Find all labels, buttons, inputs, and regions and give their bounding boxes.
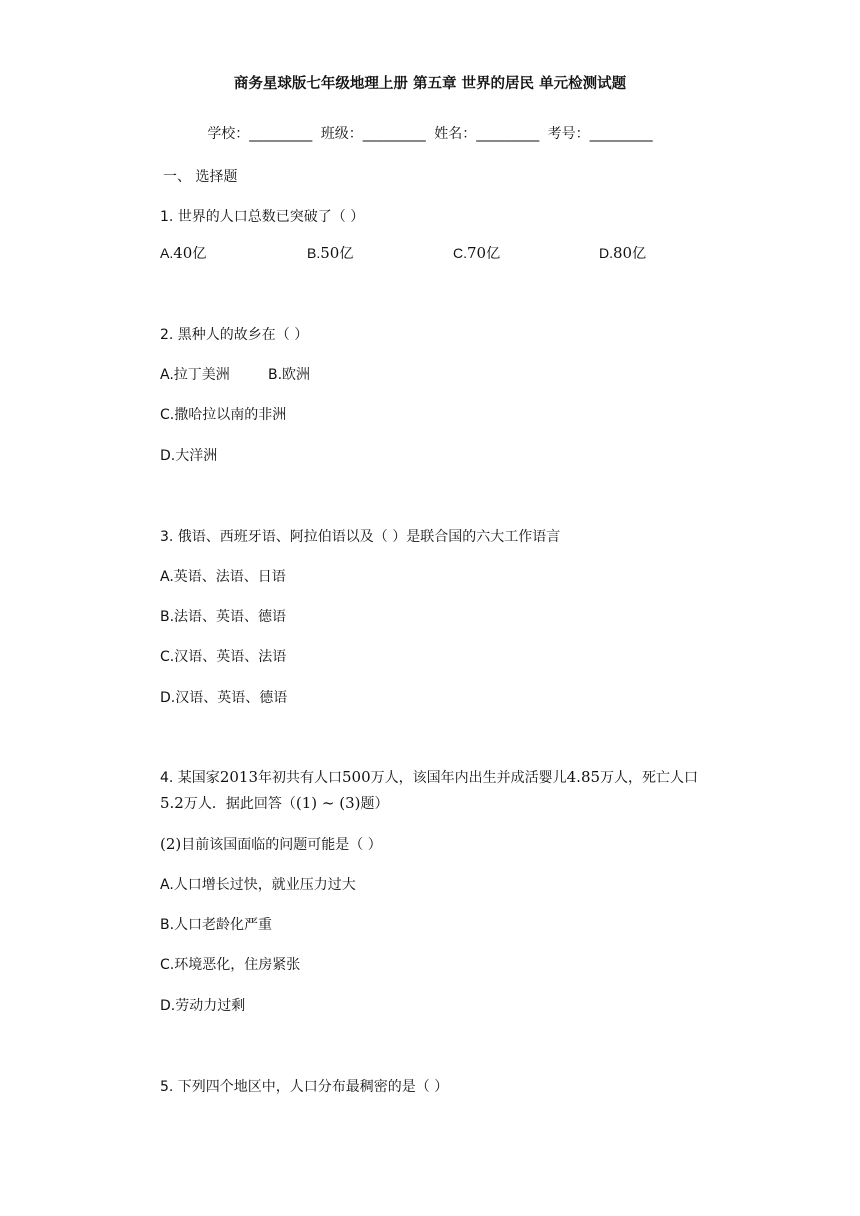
q3-option-c: C.汉语、英语、法语 (160, 649, 287, 665)
class-field: 班级：_________ (320, 126, 426, 142)
section-heading: 一、 选择题 (163, 169, 238, 185)
student-info-line (0, 127, 860, 141)
question-1-stem: 1. 世界的人口总数已突破了（ ） (160, 209, 365, 225)
q4-option-b: B.人口老龄化严重 (160, 917, 273, 933)
q4-option-a: A.人口增长过快，就业压力过大 (160, 877, 356, 893)
question-4-stem-line1: 4. 某国家2013年初共有人口500万人，该国年内出生并成活婴儿4.85万人，死亡人口 (160, 768, 699, 786)
q2-option-c: C.撒哈拉以南的非洲 (160, 407, 287, 423)
q1-option-c: C.70亿 (453, 244, 501, 262)
question-4-subquestion: (2)目前该国面临的问题可能是（ ） (160, 835, 382, 853)
name-field: 姓名：_________ (434, 126, 540, 142)
q4-option-d: D.劳动力过剩 (160, 998, 246, 1014)
q3-option-a: A.英语、法语、日语 (160, 569, 286, 585)
question-3-stem: 3. 俄语、西班牙语、阿拉伯语以及（ ）是联合国的六大工作语言 (160, 529, 561, 545)
q3-option-d: D.汉语、英语、德语 (160, 690, 288, 706)
question-5-stem: 5. 下列四个地区中，人口分布最稠密的是（ ） (160, 1079, 449, 1095)
q4-option-c: C.环境恶化，住房紧张 (160, 957, 301, 973)
q2-option-d: D.大洋洲 (160, 448, 218, 464)
number-field: 考号：_________ (547, 126, 653, 142)
q2-option-b: B.欧洲 (268, 367, 311, 383)
q1-option-b: B.50亿 (307, 244, 354, 262)
school-field: 学校：_________ (207, 126, 313, 142)
q3-option-b: B.法语、英语、德语 (160, 609, 287, 625)
q1-option-a: A.40亿 (160, 244, 207, 262)
q1-option-d: D.80亿 (599, 244, 647, 262)
document-title: 商务星球版七年级地理上册 第五章 世界的居民 单元检测试题 (233, 76, 627, 92)
question-4-stem-line2: 5.2万人．据此回答（(1) ~ (3)题） (160, 794, 389, 812)
question-2-stem: 2. 黑种人的故乡在（ ） (160, 327, 309, 343)
q2-option-a: A.拉丁美洲 (160, 367, 230, 383)
